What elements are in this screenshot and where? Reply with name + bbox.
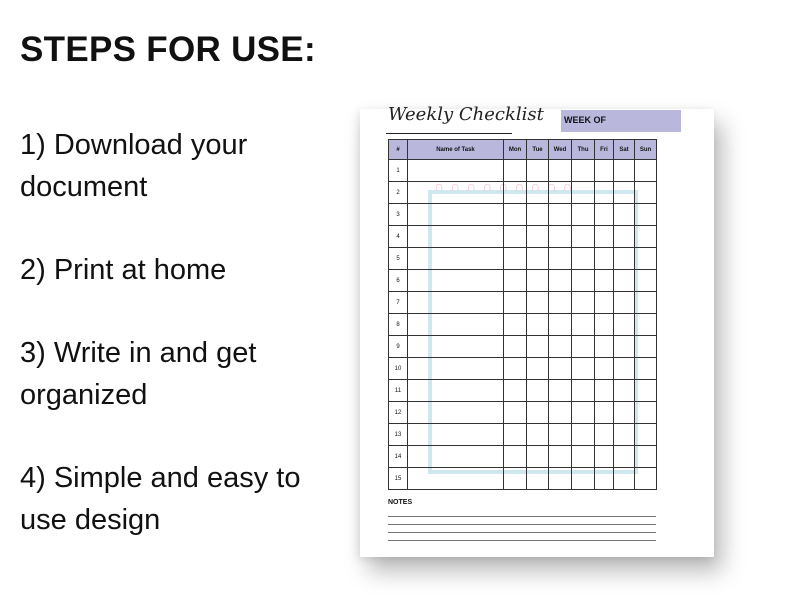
day-check-cell bbox=[614, 380, 635, 402]
note-line bbox=[388, 516, 656, 517]
day-check-cell bbox=[504, 424, 527, 446]
note-line bbox=[388, 540, 656, 541]
step-item: 2) Print at home bbox=[20, 254, 227, 286]
task-name-cell bbox=[408, 358, 504, 380]
row-number: 5 bbox=[389, 248, 408, 270]
row-number: 4 bbox=[389, 226, 408, 248]
day-check-cell bbox=[549, 424, 572, 446]
day-check-cell bbox=[635, 226, 657, 248]
day-check-cell bbox=[549, 358, 572, 380]
day-check-cell bbox=[527, 468, 549, 490]
day-check-cell bbox=[614, 160, 635, 182]
steps-list bbox=[20, 124, 340, 582]
day-check-cell bbox=[549, 380, 572, 402]
day-check-cell bbox=[614, 336, 635, 358]
step-item: 1) Download your document bbox=[20, 129, 248, 203]
day-check-cell bbox=[527, 292, 549, 314]
row-number: 2 bbox=[389, 182, 408, 204]
day-check-cell bbox=[527, 424, 549, 446]
day-check-cell bbox=[572, 446, 595, 468]
task-name-cell bbox=[408, 402, 504, 424]
title-underline bbox=[386, 133, 512, 134]
table-row bbox=[389, 402, 657, 424]
table-row bbox=[389, 380, 657, 402]
day-check-cell bbox=[572, 270, 595, 292]
day-check-cell bbox=[572, 402, 595, 424]
day-check-cell bbox=[635, 424, 657, 446]
day-check-cell bbox=[527, 446, 549, 468]
table-row bbox=[389, 468, 657, 490]
day-check-cell bbox=[504, 204, 527, 226]
day-check-cell bbox=[572, 424, 595, 446]
table-row bbox=[389, 358, 657, 380]
day-check-cell bbox=[527, 380, 549, 402]
day-check-cell bbox=[614, 292, 635, 314]
table-header bbox=[389, 140, 657, 160]
day-check-cell bbox=[504, 160, 527, 182]
day-check-cell bbox=[504, 248, 527, 270]
step-item: 3) Write in and get organized bbox=[20, 337, 257, 411]
column-header: Thu bbox=[572, 140, 595, 160]
day-check-cell bbox=[595, 204, 614, 226]
row-number: 7 bbox=[389, 292, 408, 314]
day-check-cell bbox=[504, 182, 527, 204]
sheet-title: Weekly Checklist bbox=[388, 104, 544, 125]
row-number: 1 bbox=[389, 160, 408, 182]
day-check-cell bbox=[635, 204, 657, 226]
day-check-cell bbox=[572, 292, 595, 314]
day-check-cell bbox=[595, 314, 614, 336]
day-check-cell bbox=[572, 468, 595, 490]
table-row bbox=[389, 446, 657, 468]
row-number: 11 bbox=[389, 380, 408, 402]
day-check-cell bbox=[572, 380, 595, 402]
task-name-cell bbox=[408, 270, 504, 292]
day-check-cell bbox=[595, 402, 614, 424]
day-check-cell bbox=[595, 336, 614, 358]
day-check-cell bbox=[595, 424, 614, 446]
task-name-cell bbox=[408, 160, 504, 182]
day-check-cell bbox=[614, 270, 635, 292]
day-check-cell bbox=[549, 292, 572, 314]
table-row bbox=[389, 226, 657, 248]
day-check-cell bbox=[549, 160, 572, 182]
column-header: Mon bbox=[504, 140, 527, 160]
table-body bbox=[389, 160, 657, 490]
day-check-cell bbox=[572, 336, 595, 358]
day-check-cell bbox=[635, 314, 657, 336]
day-check-cell bbox=[572, 160, 595, 182]
table-row bbox=[389, 204, 657, 226]
day-check-cell bbox=[595, 358, 614, 380]
day-check-cell bbox=[614, 182, 635, 204]
day-check-cell bbox=[504, 446, 527, 468]
day-check-cell bbox=[595, 270, 614, 292]
day-check-cell bbox=[527, 204, 549, 226]
row-number: 14 bbox=[389, 446, 408, 468]
day-check-cell bbox=[549, 468, 572, 490]
day-check-cell bbox=[504, 336, 527, 358]
note-line bbox=[388, 524, 656, 525]
task-name-cell bbox=[408, 446, 504, 468]
day-check-cell bbox=[527, 226, 549, 248]
task-name-cell bbox=[408, 292, 504, 314]
week-of-box bbox=[561, 110, 681, 132]
day-check-cell bbox=[527, 358, 549, 380]
task-name-cell bbox=[408, 226, 504, 248]
day-check-cell bbox=[614, 248, 635, 270]
day-check-cell bbox=[572, 226, 595, 248]
header-row bbox=[389, 140, 657, 160]
day-check-cell bbox=[549, 204, 572, 226]
row-number: 9 bbox=[389, 336, 408, 358]
column-header: Sun bbox=[635, 140, 657, 160]
column-header: Sat bbox=[614, 140, 635, 160]
day-check-cell bbox=[549, 314, 572, 336]
table-row bbox=[389, 270, 657, 292]
day-check-cell bbox=[527, 270, 549, 292]
row-number: 10 bbox=[389, 358, 408, 380]
row-number: 8 bbox=[389, 314, 408, 336]
task-name-cell bbox=[408, 336, 504, 358]
table-row bbox=[389, 336, 657, 358]
day-check-cell bbox=[527, 336, 549, 358]
day-check-cell bbox=[635, 182, 657, 204]
table-row bbox=[389, 160, 657, 182]
day-check-cell bbox=[614, 226, 635, 248]
day-check-cell bbox=[614, 424, 635, 446]
day-check-cell bbox=[595, 292, 614, 314]
day-check-cell bbox=[527, 248, 549, 270]
day-check-cell bbox=[595, 248, 614, 270]
day-check-cell bbox=[504, 468, 527, 490]
day-check-cell bbox=[572, 314, 595, 336]
day-check-cell bbox=[549, 248, 572, 270]
steps-heading: STEPS FOR USE: bbox=[20, 30, 316, 69]
checklist-table bbox=[388, 139, 657, 490]
day-check-cell bbox=[595, 160, 614, 182]
day-check-cell bbox=[635, 248, 657, 270]
day-check-cell bbox=[635, 380, 657, 402]
day-check-cell bbox=[635, 336, 657, 358]
day-check-cell bbox=[504, 380, 527, 402]
task-name-cell bbox=[408, 314, 504, 336]
row-number: 3 bbox=[389, 204, 408, 226]
day-check-cell bbox=[549, 226, 572, 248]
day-check-cell bbox=[504, 270, 527, 292]
task-name-cell bbox=[408, 182, 504, 204]
task-name-cell bbox=[408, 468, 504, 490]
day-check-cell bbox=[572, 248, 595, 270]
day-check-cell bbox=[527, 314, 549, 336]
day-check-cell bbox=[527, 182, 549, 204]
day-check-cell bbox=[572, 358, 595, 380]
day-check-cell bbox=[549, 446, 572, 468]
table-row bbox=[389, 314, 657, 336]
task-name-cell bbox=[408, 380, 504, 402]
day-check-cell bbox=[504, 402, 527, 424]
day-check-cell bbox=[504, 226, 527, 248]
day-check-cell bbox=[504, 314, 527, 336]
day-check-cell bbox=[504, 292, 527, 314]
day-check-cell bbox=[614, 204, 635, 226]
day-check-cell bbox=[527, 402, 549, 424]
day-check-cell bbox=[614, 402, 635, 424]
table-row bbox=[389, 248, 657, 270]
column-header: Wed bbox=[549, 140, 572, 160]
day-check-cell bbox=[595, 380, 614, 402]
column-header: Name of Task bbox=[408, 140, 504, 160]
day-check-cell bbox=[635, 160, 657, 182]
week-of-label: WEEK OF bbox=[564, 115, 606, 125]
watermark-banner: ∩∩∩∩∩∩∩∩∩ bbox=[434, 178, 579, 194]
day-check-cell bbox=[572, 204, 595, 226]
row-number: 6 bbox=[389, 270, 408, 292]
column-header: Fri bbox=[595, 140, 614, 160]
day-check-cell bbox=[614, 358, 635, 380]
step-item: 4) Simple and easy to use design bbox=[20, 462, 301, 536]
day-check-cell bbox=[614, 468, 635, 490]
row-number: 13 bbox=[389, 424, 408, 446]
day-check-cell bbox=[595, 446, 614, 468]
day-check-cell bbox=[635, 292, 657, 314]
day-check-cell bbox=[635, 446, 657, 468]
day-check-cell bbox=[614, 314, 635, 336]
day-check-cell bbox=[635, 468, 657, 490]
day-check-cell bbox=[549, 270, 572, 292]
task-name-cell bbox=[408, 248, 504, 270]
notes-label: NOTES bbox=[388, 499, 413, 506]
note-line bbox=[388, 532, 656, 533]
day-check-cell bbox=[572, 182, 595, 204]
task-name-cell bbox=[408, 204, 504, 226]
day-check-cell bbox=[614, 446, 635, 468]
row-number: 12 bbox=[389, 402, 408, 424]
table-row bbox=[389, 292, 657, 314]
day-check-cell bbox=[504, 358, 527, 380]
day-check-cell bbox=[595, 226, 614, 248]
day-check-cell bbox=[635, 270, 657, 292]
day-check-cell bbox=[595, 182, 614, 204]
day-check-cell bbox=[635, 402, 657, 424]
row-number: 15 bbox=[389, 468, 408, 490]
day-check-cell bbox=[549, 182, 572, 204]
task-name-cell bbox=[408, 424, 504, 446]
column-header: Tue bbox=[527, 140, 549, 160]
day-check-cell bbox=[549, 402, 572, 424]
day-check-cell bbox=[527, 160, 549, 182]
day-check-cell bbox=[549, 336, 572, 358]
table-row bbox=[389, 182, 657, 204]
table-row bbox=[389, 424, 657, 446]
day-check-cell bbox=[635, 358, 657, 380]
day-check-cell bbox=[595, 468, 614, 490]
column-header: # bbox=[389, 140, 408, 160]
